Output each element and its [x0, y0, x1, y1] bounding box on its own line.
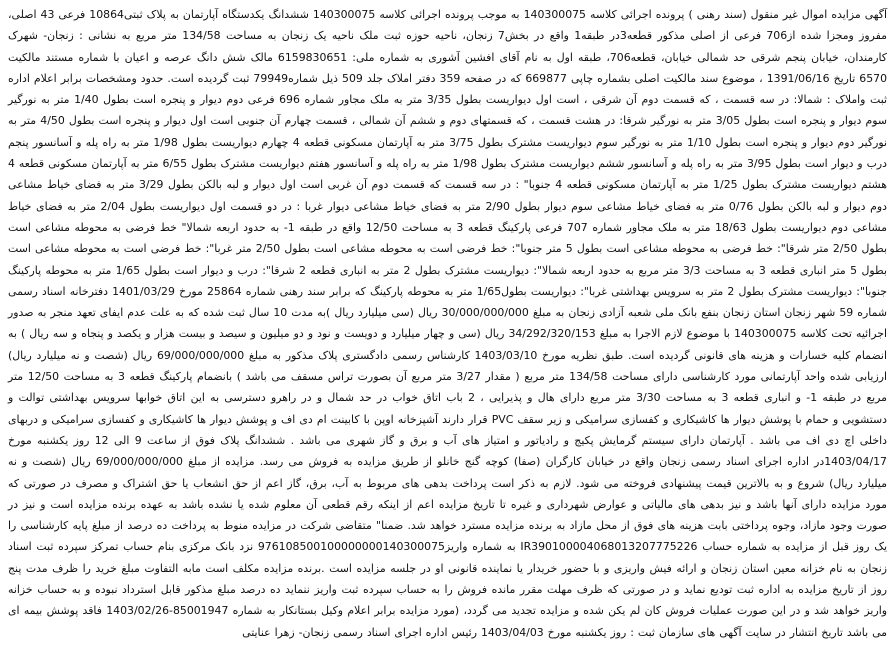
auction-notice-text: آگهی مزایده اموال غیر منقول (سند رهنی ) پرونده اجرائی کلاسه 140300075 به موجب پرونده اجرائی کلاسه 140300075 ششدانگ یکدستگاه آپارتمان به پلاک ثبتی10864 فرعی 43 اصلی، مفروز ومجزا شده از706 فرعی از اصلی مذکور قطعه3در طبقه1 واقع در بخش7 زنجان، ناحیه حوزه ثبت ملک ناحیه یک زنجان به مساحت 134/58 متر مربع به نشانی : زنجان- شهرک کارمندان، خیابان پنجم شرقی حد شمالی خیابان، قطعه706، طبقه اول به نام آقای افشین آشوری به شماره ملی: 6159830651 مالک شش دانگ عرصه و اعیان با شماره مستند مالکیت 6570 تاریخ 1391/06/16 ، موضوع سند مالکیت اصلی بشماره چاپی 669877 که در صفحه 359 دفتر املاک جلد 509 ذیل شماره79949 ثبت گردیده است. حدود ومشخصات برابر اعلام اداره ثبت واملاک : شمالا: در سه قسمت ، که قسمت دوم آن شرقی ، است اول دیواریست بطول 3/35 متر به ملک مجاور شماره 696 فرعی دوم دیوار و پنجره است بطول 1/40 متر به نورگیر سوم دیوار و پنجره است بطول 3/05 متر به نورگیر شرقا: در هشت قسمت ، که قسمتهای دوم و ششم آن شمالی ، قسمت چهارم آن جنوبی است اول دیوار و پنجره است بطول 4/50 متر به نورگیر دوم دیوار و پنجره است بطول 1/10 متر به نورگیر سوم دیواریست مشترک بطول 3/75 متر به آپارتمان مسکونی قطعه 4 چهارم دیواریست بطول 1/98 متر به راه پله و آسانسور پنجم درب و دیوار است بطول 3/95 متر به راه پله و آسانسور ششم دیواریست مشترک بطول 1/98 متر به راه پله و آسانسور هفتم دیواریست مشترک بطول 6/55 متر به آپارتمان مسکونی قطعه 4 هشتم دیواریست مشترک بطول 1/25 متر به آپارتمان مسکونی قطعه 4 جنوبا" : در سه قسمت که قسمت دوم آن غربی است اول دیوار و لبه بالکن بطول 3/29 متر به فضای خیاط مشاعی دوم دیوار و لبه بالکن بطول 0/76 متر به فضای خیاط مشاعی سوم دیوار بطول 2/90 متر به فضای خیاط مشاعی دیوار غربا : در دو قسمت اول دیواریست بطول 2/04 متر به فضای خیاط مشاعی دوم دیواریست بطول 18/63 متر به ملک مجاور شماره 707 فرعی پارکینگ قطعه 3 به مساحت 12/50 واقع در طبقه 1- به حدود اربعه شمالا" خط فرضی به محوطه مشاعی است بطول 2/50 متر شرقا": خط فرضی به محوطه مشاعی است بطول 5 متر جنوبا": خط فرضی است به محوطه مشاعی است بطول 2/50 متر غربا": خط فرضی است به محوطه مشاعی است بطول 5 متر انباری قطعه 3 به مساحت 3/3 متر مربع به حدود اربعه شمالا": دیواریست مشترک بطول 2 متر به انباری قطعه 2 شرقا": درب و دیوار است بطول 1/65 متر به محوطه پارکینگ جنوبا": دیواریست مشترک بطول 2 متر به سرویس بهداشتی غربا": دیواریست بطول1/65 متر به محوطه پارکینگ که برابر سند رهنی شماره 25864 مورخ 1401/03/29 دفترخانه اسناد رسمی شماره 59 شهر زنجان استان زنجان بنفع بانک ملی شعبه آزادی زنجان به مبلغ 30/000/000/000 ریال (سی میلیارد ریال )به مدت 10 سال ثبت شده که به علت عدم ایفای تعهد منجر به صدور اجرائیه تحت کلاسه 140300075 با موضوع لازم الاجرا به مبلغ 34/292/320/153 ریال (سی و چهار میلیارد و دویست و نود و دو میلیون و سیصد و بیست هزار و یکصد و پنجاه و سه ریال ) به انضمام کلیه خسارات و هزینه های قانونی گردیده است. طبق نظریه مورخ 1403/03/10 کارشناس رسمی دادگستری پلاک مذکور به مبلغ 69/000/000/000 ریال (شصت و نه میلیارد ریال) ارزیابی شده واحد آپارتمانی مورد کارشناسی دارای مساحت 134/58 متر مربع ( مقدار 3/27 متر مربع آن بصورت تراس مسقف می باشد ) بانضمام پارکینگ قطعه 3 به مساحت 12/50 متر مربع در طبقه 1- و انباری قطعه 3 به مساحت 3/30 متر مربع دارای هال و پذیرایی ، 2 باب اتاق خواب در حد شمال و در راهرو دسترسی به این اتاق خوابها سرویس بهداشتی توالت و دستشویی و حمام با پوشش دیوار ها کاشیکاری و کفسازی سرامیکی و زیر سقف PVC قرار دارند آشپزخانه اوپن با کابینت ام دی اف و پوشش دیوار ها کاشیکاری و کفسازی سرامیکی و دربهای داخلی اچ دی اف می باشد . آپارتمان دارای سیستم گرمایش پکیج و رادیاتور و امتیاز های آب و برق و گاز شهری می باشد . ششدانگ پلاک فوق از ساعت 9 الی 12 روز یکشنبه مورخ 1403/04/17در اداره اجرای اسناد رسمی زنجان واقع در خیابان کارگران (صفا) کوچه گنج خانلو از طریق مزایده به فروش می رسد. مزایده از مبلغ 69/000/000/000 ریال (شصت و نه میلیارد ریال) شروع و به بالاترین قیمت پیشنهادی فروخته می شود. لازم به ذکر است پرداخت بدهی های مربوط به آب، برق، گاز اعم از حق انشعاب یا حق اشتراک و مصرف در صورتی که مورد مزایده دارای آنها باشد و نیز بدهی های مالیاتی و عوارض شهرداری و غیره تا تاریخ مزایده اعم از اینکه رقم قطعی آن معلوم شده یا نشده باشد به عهده برنده مزایده است و نیز در صورت وجود مازاد، وجوه پرداختی بابت هزینه های فوق از محل مازاد به برنده مزایده مسترد خواهد شد. ضمنا" متقاضی شرکت در مزایده منوط به پرداخت ده درصد از مبلغ پایه کارشناسی را یک روز قبل از مزایده به شماره حساب IR390100004068013207775226 به شماره واریز976108500100000000140300075 نزد بانک مرکزی بنام حساب تمرکز سپرده ثبت اسناد زنجان به نام خزانه معین استان زنجان و ارائه فیش واریزی و با حضور خریدار یا نماینده قانونی او در جلسه مزایده است .برنده مزایده مکلف است مابه التفاوت مبلغ خرید را ظرف مدت پنج روز از تاریخ مزایده به اداره ثبت تودیع نماید و در صورتی که ظرف مهلت مقرر مانده فروش را به حساب سپرده ثبت واریز ننماید ده درصد مبلغ مذکور قابل استرداد نبوده و به حساب خزانه واریز خواهد شد و در این صورت عملیات فروش کان لم یکن شده و مزایده تجدید می گردد، (مورد مزایده برابر اعلام وکیل بستانکار به شماره 85001947-1403/02/26 فاقد پوشش بیمه ای می باشد تاریخ انتشار در سایت آگهی های سازمان ثبت : روز یکشنبه مورخ 1403/04/03 رئیس اداره اجرای اسناد رسمی زنجان- زهرا عنایتی — [8, 8, 888, 639]
